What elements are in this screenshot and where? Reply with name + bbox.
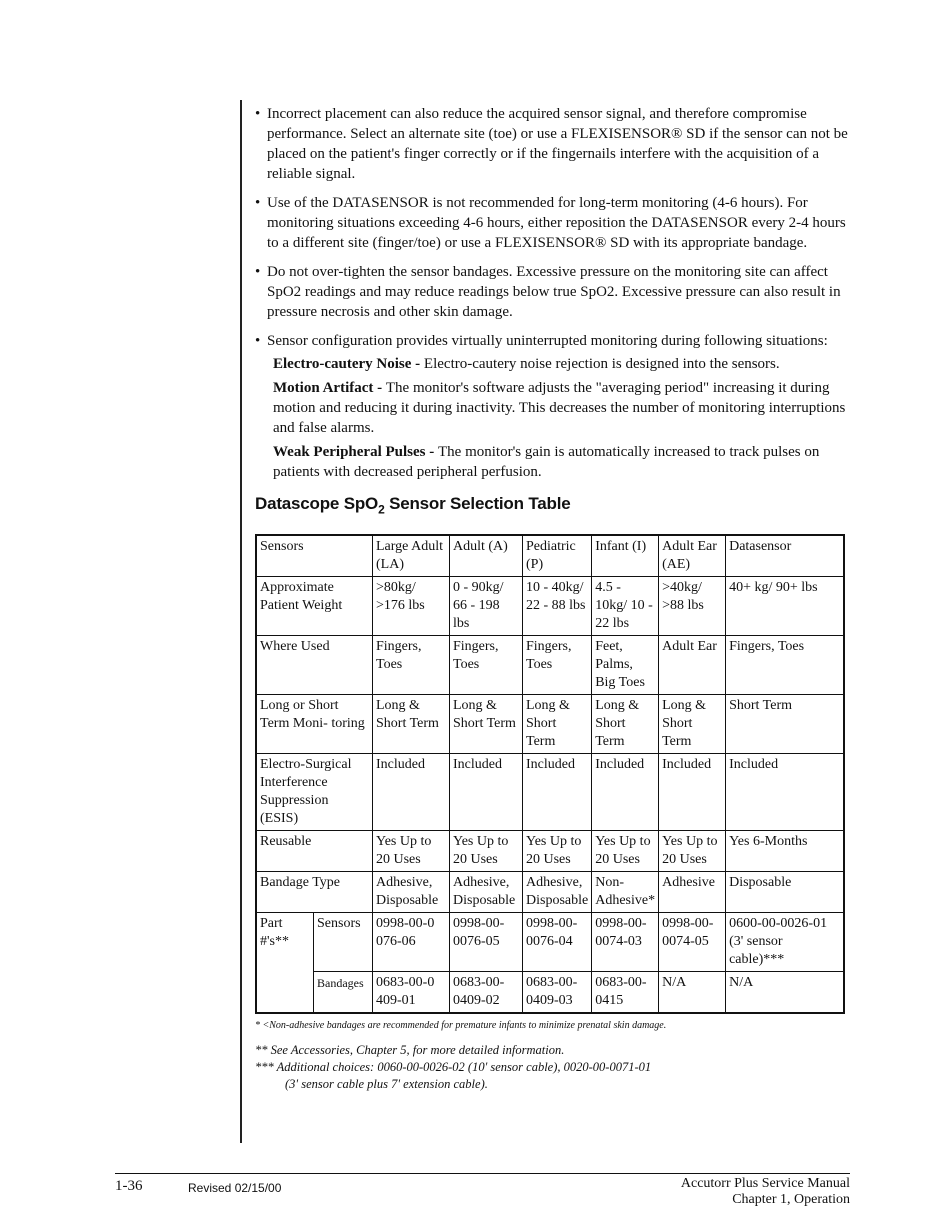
table-title: Datascope SpO$_2$ Sensor Selection Table bbox=[255, 494, 571, 517]
table-cell: 0998-00- 0076-04 bbox=[523, 913, 592, 972]
table-cell: 10 - 40kg/ 22 - 88 lbs bbox=[523, 577, 592, 636]
situation-weak-pulses bbox=[255, 442, 850, 482]
table-row-part-bandages bbox=[256, 972, 844, 1014]
table-cell: Adult Ear bbox=[659, 636, 726, 695]
bullet-text: Use of the DATASENSOR is not recommended for long-term monitoring (4-6 hours). For monitoring situations exceeding 4-6 hours, either reposition the DATASENSOR every 2-4 hours to a different site (finger/toe) or use a FLEXISENSOR® SD with its appropriate bandage. bbox=[267, 195, 846, 251]
table-cell: Included bbox=[726, 754, 844, 831]
table-cell: Reusable bbox=[256, 831, 373, 872]
table-cell: Long & Short Term bbox=[523, 695, 592, 754]
situation-term: Weak Peripheral Pulses - bbox=[273, 444, 438, 460]
table-cell: Included bbox=[659, 754, 726, 831]
table-row bbox=[256, 754, 844, 831]
bullet-placement bbox=[255, 104, 850, 184]
footer-manual-info bbox=[681, 1176, 850, 1208]
table-row bbox=[256, 695, 844, 754]
table-cell: Part #'s** bbox=[256, 913, 314, 1014]
table-cell: Feet, Palms, Big Toes bbox=[592, 636, 659, 695]
table-cell: 0683-00-0 409-01 bbox=[373, 972, 450, 1014]
table-cell: 0683-00- 0415 bbox=[592, 972, 659, 1014]
table-cell: Fingers, Toes bbox=[523, 636, 592, 695]
table-cell: Adult Ear (AE) bbox=[659, 535, 726, 577]
table-cell: Bandage Type bbox=[256, 872, 373, 913]
situation-term: Motion Artifact - bbox=[273, 380, 386, 396]
table-row bbox=[256, 636, 844, 695]
table-cell: Yes Up to 20 Uses bbox=[373, 831, 450, 872]
table-cell: 0998-00- 0074-03 bbox=[592, 913, 659, 972]
table-row bbox=[256, 872, 844, 913]
table-cell: Yes Up to 20 Uses bbox=[450, 831, 523, 872]
revision-date: Revised 02/15/00 bbox=[188, 1181, 282, 1195]
table-cell: Fingers, Toes bbox=[373, 636, 450, 695]
situation-term: Electro-cautery Noise - bbox=[273, 356, 424, 372]
page-content bbox=[255, 104, 850, 1093]
table-cell: >40kg/ >88 lbs bbox=[659, 577, 726, 636]
bullet-icon: • bbox=[255, 106, 261, 122]
situation-electrocautery bbox=[255, 354, 850, 374]
table-cell: Included bbox=[373, 754, 450, 831]
table-row bbox=[256, 577, 844, 636]
table-header-row bbox=[256, 535, 844, 577]
table-cell: 0600-00-0026-01 (3' sensor cable)*** bbox=[726, 913, 844, 972]
table-cell: Yes Up to 20 Uses bbox=[523, 831, 592, 872]
table-cell: N/A bbox=[659, 972, 726, 1014]
table-cell: 40+ kg/ 90+ lbs bbox=[726, 577, 844, 636]
table-cell: Adhesive, Disposable bbox=[523, 872, 592, 913]
table-cell: Where Used bbox=[256, 636, 373, 695]
table-cell: 4.5 - 10kg/ 10 - 22 lbs bbox=[592, 577, 659, 636]
footnote-additional-cont: (3' sensor cable plus 7' extension cable). bbox=[285, 1077, 488, 1092]
table-cell: Large Adult (LA) bbox=[373, 535, 450, 577]
bullet-bandages bbox=[255, 262, 850, 322]
table-cell: Long or Short Term Moni- toring bbox=[256, 695, 373, 754]
table-cell: Approximate Patient Weight bbox=[256, 577, 373, 636]
table-row bbox=[256, 831, 844, 872]
table-cell: Included bbox=[592, 754, 659, 831]
sensor-selection-table bbox=[255, 534, 845, 1014]
table-cell: 0998-00-0 076-06 bbox=[373, 913, 450, 972]
footnote-non-adhesive: * <Non-adhesive bandages are recommended for premature infants to minimize prenatal skin damage. bbox=[255, 1020, 667, 1032]
table-cell: Sensors bbox=[314, 913, 373, 972]
bullet-icon: • bbox=[255, 195, 261, 211]
table-cell: Non- Adhesive* bbox=[592, 872, 659, 913]
table-cell: Long & Short Term bbox=[450, 695, 523, 754]
table-cell: Adhesive, Disposable bbox=[373, 872, 450, 913]
table-cell: Long & Short Term bbox=[592, 695, 659, 754]
chapter-title: Chapter 1, Operation bbox=[732, 1192, 850, 1207]
bullet-icon: • bbox=[255, 333, 261, 349]
bullet-configuration bbox=[255, 331, 850, 351]
table-cell: Pediatric (P) bbox=[523, 535, 592, 577]
bullet-icon: • bbox=[255, 264, 261, 280]
table-cell: Included bbox=[523, 754, 592, 831]
table-cell: >80kg/ >176 lbs bbox=[373, 577, 450, 636]
table-cell: Long & Short Term bbox=[659, 695, 726, 754]
manual-title: Accutorr Plus Service Manual bbox=[680, 1176, 850, 1191]
table-cell: 0998-00- 0074-05 bbox=[659, 913, 726, 972]
table-cell: Yes Up to 20 Uses bbox=[592, 831, 659, 872]
table-cell: Sensors bbox=[256, 535, 373, 577]
table-cell: N/A bbox=[726, 972, 844, 1014]
bullet-datasensor bbox=[255, 193, 850, 253]
table-cell: Yes Up to 20 Uses bbox=[659, 831, 726, 872]
margin-rule bbox=[240, 100, 242, 1143]
table-cell: Fingers, Toes bbox=[450, 636, 523, 695]
table-cell: Short Term bbox=[726, 695, 844, 754]
situation-motion bbox=[255, 378, 850, 438]
bullet-text: Sensor configuration provides virtually uninterrupted monitoring during following situations: bbox=[267, 333, 828, 349]
table-cell: 0 - 90kg/ 66 - 198 lbs bbox=[450, 577, 523, 636]
situation-desc: Electro-cautery noise rejection is designed into the sensors. bbox=[423, 356, 780, 372]
table-cell: Included bbox=[450, 754, 523, 831]
bullet-text: Incorrect placement can also reduce the acquired sensor signal, and therefore compromise performance. Select an alternate site (toe) or use a FLEXISENSOR® SD if the sensor can not be placed on the patient's finger correctly or if the fingernails interfere with the acquisition of a reliable signal. bbox=[267, 106, 848, 182]
table-cell: Adhesive, Disposable bbox=[450, 872, 523, 913]
bullet-text: Do not over-tighten the sensor bandages. Excessive pressure on the monitoring site can affect SpO2 readings and may reduce readings below true SpO2. Excessive pressure can also result in pressure necrosis and other skin damage. bbox=[267, 264, 841, 320]
footnote-additional: *** Additional choices: 0060-00-0026-02 (10' sensor cable), 0020-00-0071-01 bbox=[255, 1060, 652, 1075]
table-cell: Datasensor bbox=[726, 535, 844, 577]
situation-desc: The monitor's gain is automatically increased to track pulses on patients with decreased peripheral perfusion. bbox=[273, 444, 820, 480]
table-cell: Infant (I) bbox=[592, 535, 659, 577]
footnote-accessories: ** See Accessories, Chapter 5, for more detailed information. bbox=[255, 1043, 565, 1058]
table-row-part-sensors bbox=[256, 913, 844, 972]
footer-rule bbox=[115, 1173, 850, 1174]
table-cell: Yes 6-Months bbox=[726, 831, 844, 872]
situation-desc: The monitor's software adjusts the "averaging period" increasing it during motion and reducing it during inactivity. This decreases the number of monitoring interruptions and false alarms. bbox=[273, 380, 846, 436]
table-cell: Fingers, Toes bbox=[726, 636, 844, 695]
table-cell: Long & Short Term bbox=[373, 695, 450, 754]
table-cell: Adult (A) bbox=[450, 535, 523, 577]
table-cell: 0683-00- 0409-03 bbox=[523, 972, 592, 1014]
table-cell: Electro-Surgical Interference Suppression (ESIS) bbox=[256, 754, 373, 831]
page-number: 1-36 bbox=[115, 1178, 143, 1194]
table-cell: 0683-00- 0409-02 bbox=[450, 972, 523, 1014]
table-cell: Adhesive bbox=[659, 872, 726, 913]
table-cell: Bandages bbox=[314, 972, 373, 1014]
table-cell: 0998-00- 0076-05 bbox=[450, 913, 523, 972]
table-cell: Disposable bbox=[726, 872, 844, 913]
